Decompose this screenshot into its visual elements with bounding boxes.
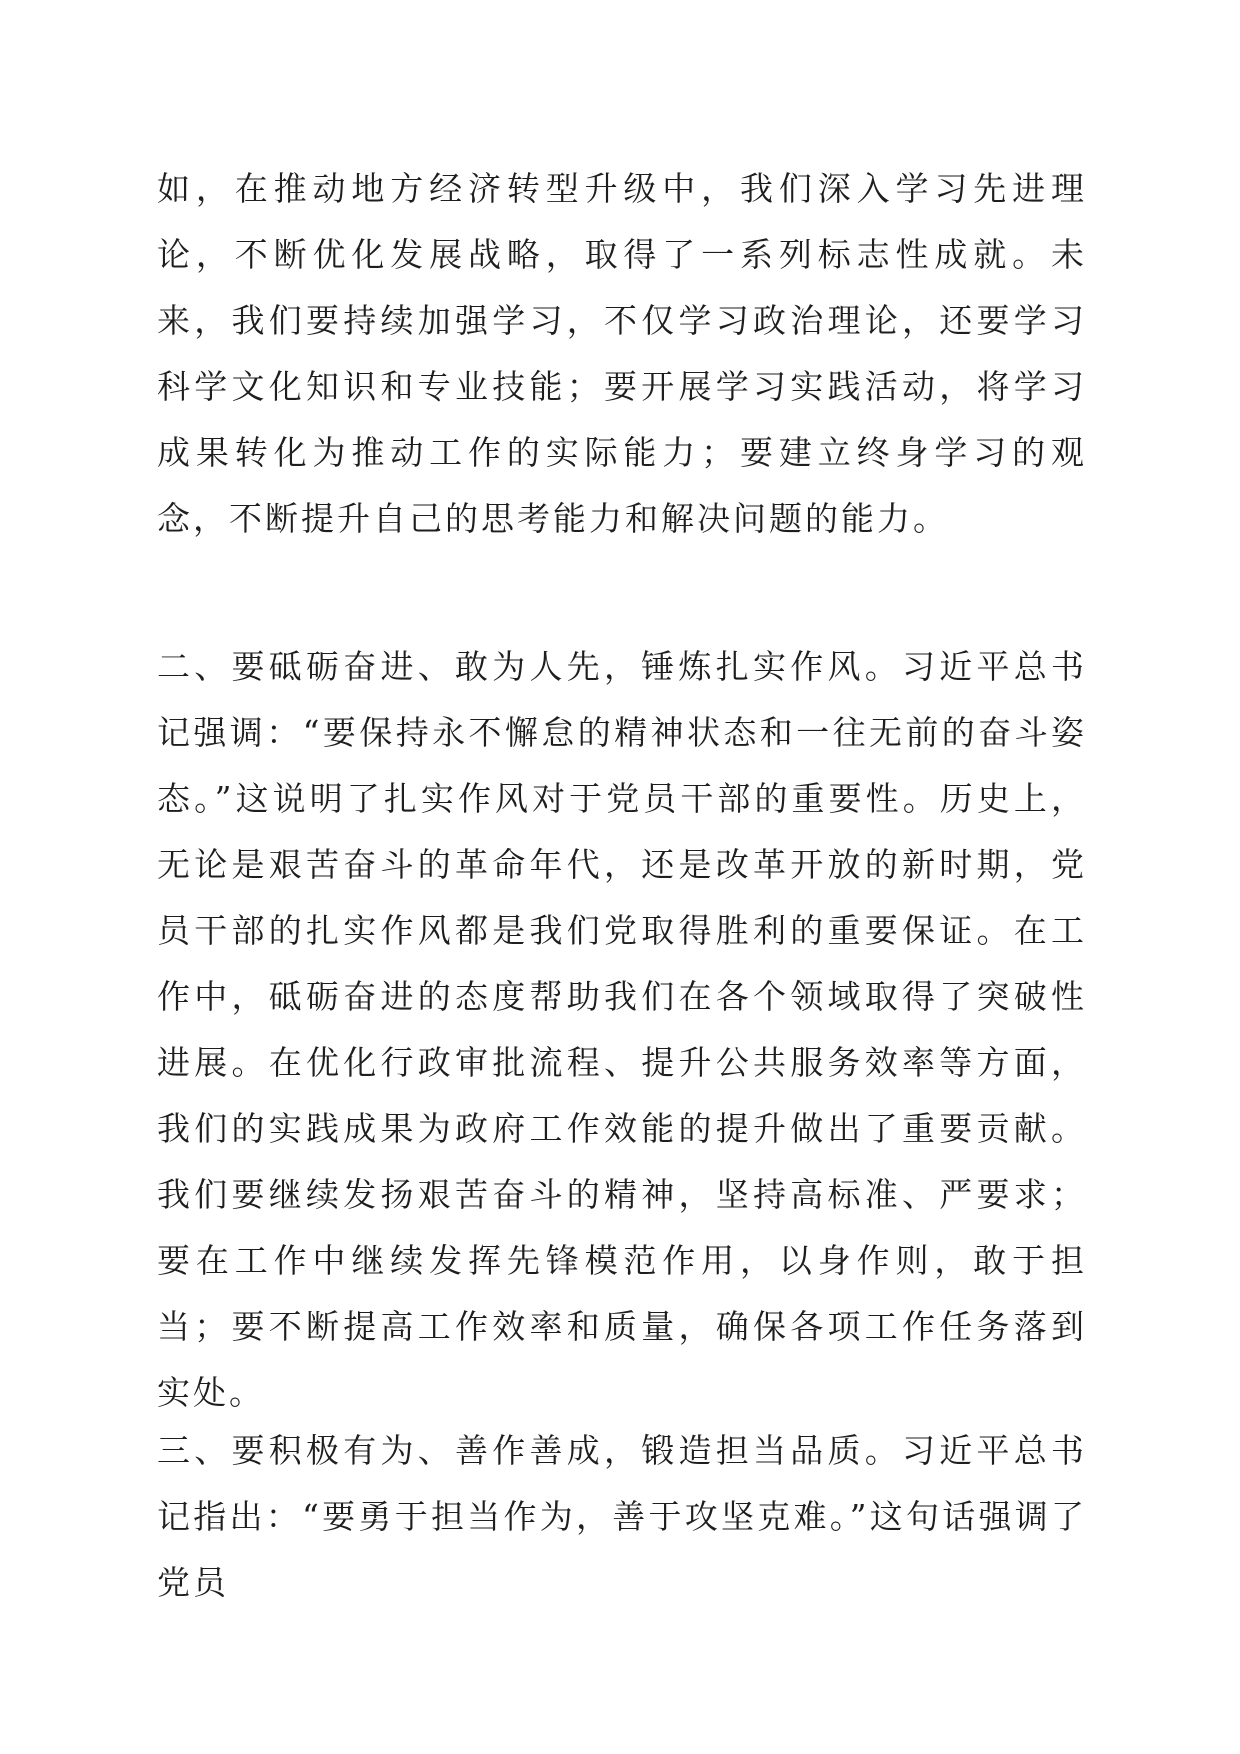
paragraph-section-two: 二、要砥砺奋进、敢为人先，锤炼扎实作风。习近平总书记强调：“要保持永不懈怠的精神状态和一往无前的奋斗姿态。”这说明了扎实作风对于党员干部的重要性。历史上，无论是艰苦奋斗的革命年代，还是改革开放的新时期，党员干部的扎实作风都是我们党取得胜利的重要保证。在工作中，砥砺奋进的态度帮助我们在各个领域取得了突破性进展。在优化行政审批流程、提升公共服务效率等方面，我们的实践成果为政府工作效能的提升做出了重要贡献。我们要继续发扬艰苦奋斗的精神，坚持高标准、严要求；要在工作中继续发挥先锋模范作用，以身作则，敢于担当；要不断提高工作效率和质量，确保各项工作任务落到实处。 [157,647,1087,1412]
paragraph-learning: 如，在推动地方经济转型升级中，我们深入学习先进理论，不断优化发展战略，取得了一系列标志性成就。未来，我们要持续加强学习，不仅学习政治理论，还要学习科学文化知识和专业技能；要开展学习实践活动，将学习成果转化为推动工作的实际能力；要建立终身学习的观念，不断提升自己的思考能力和解决问题的能力。 [157,169,1087,538]
paragraph-section-three: 三、要积极有为、善作善成，锻造担当品质。习近平总书记指出：“要勇于担当作为，善于攻坚克难。”这句话强调了党员 [157,1431,1087,1602]
